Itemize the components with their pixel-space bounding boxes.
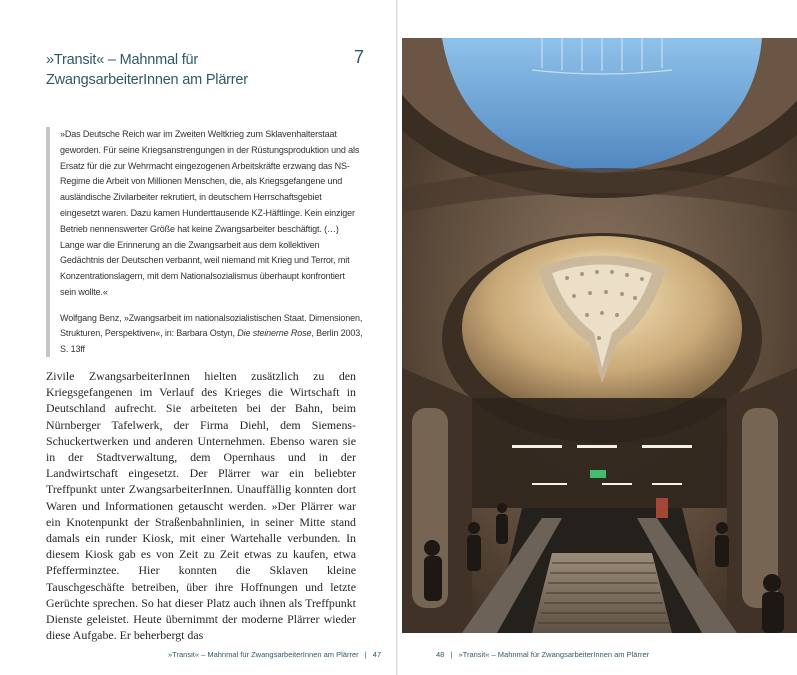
page-number-left: 47 (372, 650, 382, 659)
citation-prefix: Wolfgang Benz, »Zwangsarbeit im nationalsozialistischen Staat. Dimensionen, Strukturen, Perspektiven«, in: Barbara Ostyn, (60, 312, 363, 339)
quote-text: »Das Deutsche Reich war im Zweiten Weltkrieg zum Sklavenhalterstaat geworden. Für seine Kriegsanstrengungen in der Rüstungsproduktion und als Ersatz für die zur Wehrmacht eingezogenen Arbeitskräfte erzwang das NS-Regime die Arbeit von Millionen Menschen, die, als Kriegsgefangene und ausländische Zivilarbeiter rekrutiert, in deutschem Herrschaftsgebiet eingesetzt waren. Dazu kamen Hunderttausende KZ-Häftlinge. Kein einziger Betrieb nennenswerter Größe hat keine Zwangsarbeiter beschäftigt. (…) Lange war die Erinnerung an die Zwangsarbeit aus dem kollektiven Gedächtnis der Deutschen verbannt, weil niemand mit Krieg und Terror, mit Konzentrationslagern, mit dem Nationalsozialismus überhaupt konfrontiert sein wollte.« (60, 129, 360, 297)
footer-right (436, 650, 649, 659)
citation-suffix: , Berlin 2003, S. 13ff (60, 328, 363, 354)
footer-separator-right: | (450, 650, 453, 659)
chapter-title: »Transit« – Mahnmal für ZwangsarbeiterInnen am Plärrer (46, 52, 248, 88)
footer-running-title-right: »Transit« – Mahnmal für ZwangsarbeiterInnen am Plärrer (458, 650, 650, 659)
quote-citation (60, 311, 363, 358)
left-page (0, 0, 396, 675)
exit-sign-icon (590, 470, 606, 478)
footer-left (168, 650, 382, 659)
footer-separator: | (364, 650, 367, 659)
page-number-right: 48 (436, 650, 445, 659)
subway-station-photo (402, 38, 797, 633)
photo-illustration (402, 38, 797, 633)
quote-block (46, 127, 372, 357)
citation-book-title: Die steinerne Rose (237, 328, 312, 339)
body-text: Zivile ZwangsarbeiterInnen hielten zusätzlich zu den Kriegsgefangenen im Verlauf des Krieges die Wirtschaft in Deutschland aufrecht. Sie arbeiteten bei der Bahn, beim Nürnberger Tafelwerk, der Firma Diehl, dem Siemens-Schuckertwerken und anderen Unternehmen. Ebenso waren sie in der Stadtverwaltung, dem Opernhaus und in der Landwirtschaft eingesetzt. Der Plärrer war ein beliebter Treffpunkt unter ZwangsarbeiterInnen. Unauffällig konnten dort Waren und Informationen getauscht werden. »Der Plärrer war ein Knotenpunkt der Straßenbahnlinien, in seiner Mitte stand damals ein runder Kiosk, mit einer Wartehalle verbunden. In diesem Kiosk gab es von Zeit zu Zeit etwas zu kaufen, etwa Pfefferminztee. Hier konnten die Sklaven kleine Tauschgeschäfte betreiben, über ihre Hoffnungen und letzte Gerüchte sprechen. So hat dieser Platz auch ihnen als Treffpunkt Dienste geleistet. Heute übernimmt der moderne Plärrer wieder diese Aufgabe. Er beherbergt das (46, 369, 356, 643)
chapter-number: 7 (354, 47, 365, 67)
footer-running-title: »Transit« – Mahnmal für ZwangsarbeiterInnen am Plärrer (168, 650, 359, 659)
